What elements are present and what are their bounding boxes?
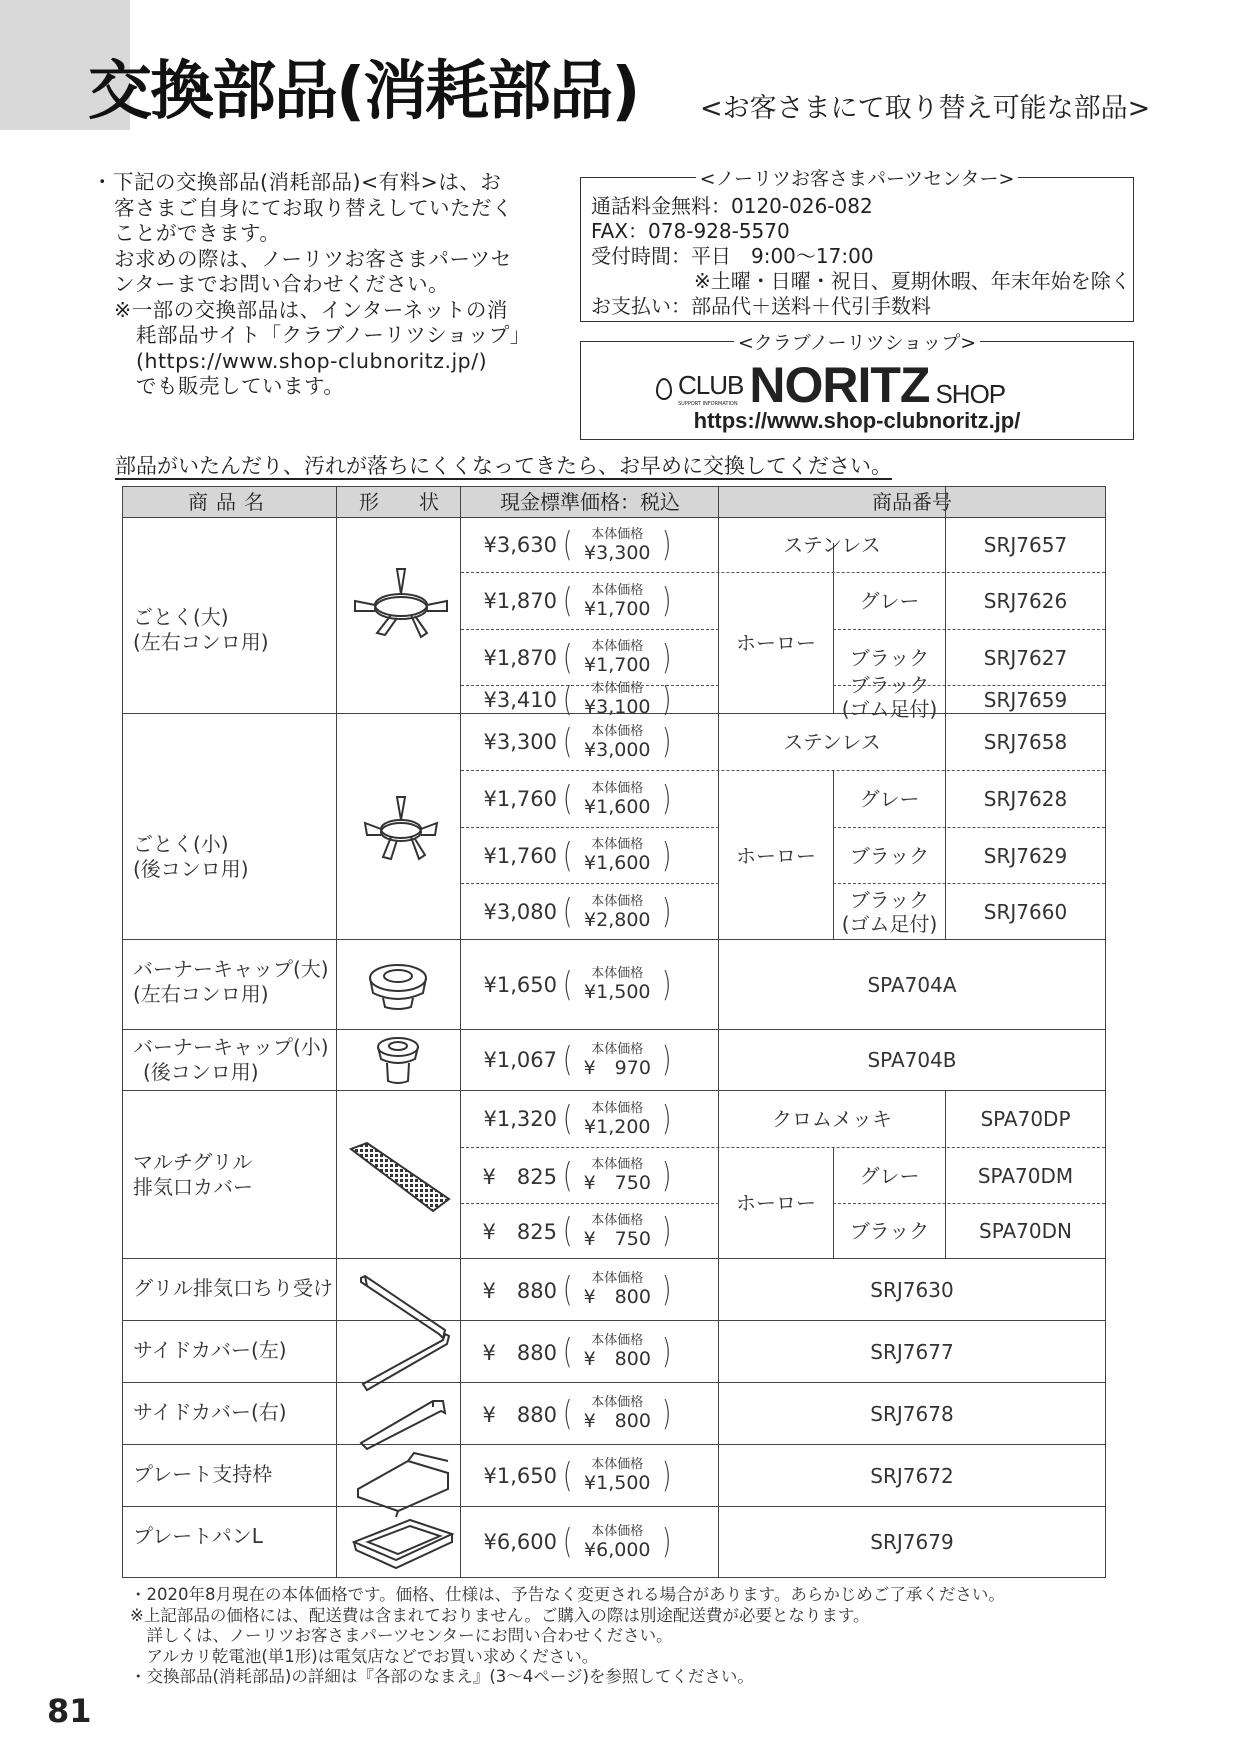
base-price-value: ¥ 800 [583,1410,651,1432]
base-price [574,1157,660,1194]
tax-included-price: ¥3,300 [483,730,557,754]
page-subtitle: <お客さまにて取り替え可能な部品> [700,93,1151,124]
price-cell [465,1507,715,1577]
open-paren: ( [562,525,573,565]
base-price-label: 本体価格 [591,966,644,981]
item-name: プレート支持枠 [133,1462,273,1486]
close-paren: ) [662,779,672,819]
item-name: バーナーキャップ(大) (左右コンロ用) [133,957,329,1006]
header-number: 商品番号 [719,487,1105,518]
tax-included-price: ¥ 880 [482,1340,557,1365]
tax-included-price: ¥ 880 [482,1278,557,1303]
burner-cap-large-icon [363,953,433,1023]
price-cell [465,1383,715,1444]
open-paren: ( [562,1040,573,1080]
base-price [574,781,660,818]
close-paren: ) [662,1099,672,1139]
color-cell: ブラック (ゴム足付) [841,888,938,936]
base-price-label: 本体価格 [591,837,644,852]
phone-number: 通話料金無料：0120-026-082 [591,194,873,218]
base-price [574,1101,660,1138]
club-noritz-shop-box [580,332,1134,440]
base-price-label: 本体価格 [591,1523,644,1539]
tax-included-price: ¥1,320 [483,1107,557,1131]
open-paren: ( [562,835,573,876]
price-cell [465,1445,715,1506]
intro-line: ※一部の交換部品は、インターネットの消 [114,297,508,322]
item-name: ごとく(小) (後コンロ用) [133,832,249,881]
base-price-value: ¥ 800 [583,1286,651,1308]
close-paren: ) [662,722,672,762]
material-cell: ホーロー [736,843,816,868]
product-code: SRJ7626 [983,589,1068,613]
replacement-notice: 部品がいたんだり、汚れが落ちにくくなってきたら、お早めに交換してください。 [115,454,892,478]
base-price [574,681,660,718]
logo-support-text: SUPPORT INFORMATION [678,401,738,407]
color-cell: グレー [859,589,920,613]
product-code: SRJ7677 [870,1339,954,1364]
footnote: ・交換部品(消耗部品)の詳細は『各部のなまえ』(3～4ページ)を参照してください。 [130,1667,754,1686]
tax-included-price: ¥6,600 [483,1530,557,1554]
material-cell: ステンレス [783,533,881,557]
base-price-label: 本体価格 [591,893,644,909]
close-paren: ) [662,1393,672,1434]
base-price [574,837,660,874]
intro-line: (https://www.shop-clubnoritz.jp/) [136,348,488,373]
base-price [574,894,660,931]
price-cell [465,1030,715,1090]
footnote: ・2020年8月現在の本体価格です。価格、仕様は、予告なく変更される場合があります。あらかじめご了承ください。 [130,1585,1005,1604]
price-cell [465,1091,715,1147]
item-name: グリル排気口ちり受け [133,1276,333,1300]
base-price-label: 本体価格 [591,1333,644,1348]
color-cell: ブラック (ゴム足付) [841,672,938,721]
header-price: 現金標準価格：税込 [461,487,719,518]
base-price-value: ¥ 800 [583,1348,651,1370]
base-price-label: 本体価格 [591,639,644,654]
base-price-value: ¥1,200 [584,1115,651,1138]
base-price-value: ¥1,600 [584,852,651,874]
item-name: サイドカバー(右) [133,1400,287,1424]
product-code: SPA704B [867,1048,957,1072]
price-cell [465,573,715,629]
base-price-value: ¥ 750 [583,1172,651,1194]
tax-included-price: ¥3,410 [483,687,557,712]
base-price-label: 本体価格 [591,1041,644,1057]
product-code: SRJ7678 [870,1401,954,1426]
fax-number: FAX：078-928-5570 [591,219,790,243]
base-price [574,966,660,1003]
base-price [574,639,660,676]
price-cell [465,1204,715,1258]
page-number: 81 [47,1692,92,1730]
open-paren: ( [562,581,573,621]
tax-included-price: ¥1,760 [483,787,557,811]
page-title: 交換部品(消耗部品) [88,55,639,129]
base-price-value: ¥1,700 [584,597,651,620]
base-price [574,527,660,564]
product-code: SPA70DP [980,1107,1071,1131]
closed-days: ※土曜・日曜・祝日、夏期休暇、年末年始を除く [694,269,1131,293]
base-price [574,1042,660,1079]
logo-noritz-text: NORITZ [749,357,930,413]
base-price-label: 本体価格 [591,526,644,542]
footnotes [130,1585,1005,1688]
open-paren: ( [562,1331,573,1372]
intro-line: ことができます。 [114,221,281,245]
price-cell [465,828,715,883]
parts-center-box [580,168,1134,322]
product-code: SRJ7628 [983,787,1068,811]
shop-title: <クラブノーリツショップ> [734,332,980,354]
base-price-value: ¥ 750 [583,1227,651,1250]
intro-line: 客さまご自身にてお取り替えしていただく [114,195,513,220]
drop-icon [656,378,672,400]
tax-included-price: ¥ 880 [482,1402,557,1427]
close-paren: ) [662,1522,672,1562]
base-price-label: 本体価格 [591,1100,644,1116]
color-cell: ブラック [849,1219,930,1243]
base-price-label: 本体価格 [591,1395,644,1410]
base-price [574,1271,660,1308]
product-code: SPA70DM [977,1163,1074,1188]
open-paren: ( [562,1155,573,1196]
base-price [574,1395,660,1432]
base-price [574,1524,660,1561]
side-cover-right-icon [353,1393,453,1453]
tax-included-price: ¥1,760 [483,843,557,868]
close-paren: ) [662,1040,672,1080]
close-paren: ) [662,581,672,621]
base-price-label: 本体価格 [591,723,644,739]
color-cell: グレー [859,1163,920,1188]
close-paren: ) [662,964,672,1005]
intro-text [92,170,562,400]
open-paren: ( [562,1211,573,1251]
tax-included-price: ¥1,870 [483,589,557,613]
close-paren: ) [662,1269,672,1310]
close-paren: ) [662,1455,672,1496]
base-price-value: ¥1,600 [584,795,651,818]
base-price-label: 本体価格 [591,582,644,598]
material-cell: ホーロー [736,631,816,655]
product-code: SRJ7630 [870,1277,954,1302]
club-noritz-shop-logo [656,357,1006,413]
base-price [574,1457,660,1494]
logo-club-text: CLUB [678,370,744,400]
intro-line: 耗部品サイト「クラブノーリツショップ」 [136,323,531,347]
tax-included-price: ¥1,650 [483,972,557,997]
tax-included-price: ¥ 825 [482,1164,557,1189]
intro-line: でも販売しています。 [136,374,345,398]
price-cell [465,1148,715,1203]
tax-included-price: ¥3,630 [483,533,557,557]
payment-info: お支払い：部品代＋送料＋代引手数料 [591,294,931,318]
open-paren: ( [562,779,573,819]
side-cover-left-icon [353,1332,453,1392]
parts-center-title: <ノーリツお客さまパーツセンター> [696,168,1019,190]
close-paren: ) [662,679,672,720]
base-price-value: ¥1,700 [584,654,651,676]
shop-url[interactable]: https://www.shop-clubnoritz.jp/ [693,408,1021,433]
base-price-value: ¥3,300 [584,541,651,564]
close-paren: ) [662,525,672,565]
base-price-value: ¥1,500 [584,981,651,1003]
price-cell [465,884,715,940]
base-price-value: ¥ 970 [583,1056,651,1079]
product-code: SRJ7658 [983,730,1068,754]
color-cell: グレー [859,787,920,811]
intro-line: お求めの際は、ノーリツお客さまパーツセ [114,246,512,271]
product-code: SRJ7672 [870,1463,954,1488]
footnote: 詳しくは、ノーリツお客さまパーツセンターにお問い合わせください。 [130,1626,673,1645]
base-price-value: ¥2,800 [584,908,651,931]
open-paren: ( [562,892,573,932]
close-paren: ) [662,892,672,932]
burner-cap-small-icon [373,1033,423,1093]
material-cell: ホーロー [736,1191,816,1215]
base-price-label: 本体価格 [591,780,644,796]
base-price [574,1213,660,1250]
open-paren: ( [562,964,573,1005]
item-name: マルチグリル 排気口カバー [133,1150,253,1199]
footnote: アルカリ乾電池(単1形)は電気店などでお買い求めください。 [130,1646,599,1666]
product-code: SRJ7657 [983,533,1068,557]
item-name: バーナーキャップ(小) (後コンロ用) [133,1035,329,1084]
header-name: 商品名 [123,487,337,518]
price-cell [465,771,715,827]
item-name: プレートパンL [133,1524,263,1548]
gotoku-small-icon [361,787,441,867]
material-cell: クロムメッキ [772,1107,892,1131]
close-paren: ) [662,1211,672,1251]
product-code: SRJ7629 [983,843,1068,868]
base-price [574,583,660,620]
product-code: SRJ7627 [983,645,1068,670]
product-code: SPA70DN [979,1219,1072,1243]
tax-included-price: ¥1,650 [483,1463,557,1488]
grill-exhaust-cover-icon [345,1139,455,1219]
base-price-label: 本体価格 [591,1157,644,1172]
base-price-value: ¥3,000 [584,738,651,761]
tax-included-price: ¥1,870 [483,645,557,670]
intro-line: ンターまでお問い合わせください。 [114,272,450,296]
base-price-value: ¥1,500 [584,1472,651,1494]
logo-shop-text: SHOP [935,379,1006,409]
close-paren: ) [662,1155,672,1196]
close-paren: ) [662,835,672,876]
product-code: SRJ7660 [983,900,1068,924]
price-cell [465,1259,715,1320]
base-price-label: 本体価格 [591,681,644,696]
intro-line: ・下記の交換部品(消耗部品)<有料>は、お [92,170,502,194]
price-cell [465,1321,715,1382]
tax-included-price: ¥ 825 [482,1220,557,1244]
base-price [574,724,660,761]
base-price-value: ¥3,100 [584,696,651,718]
header-shape: 形 状 [337,487,461,518]
price-cell [465,940,715,1029]
open-paren: ( [562,722,573,762]
gotoku-large-icon [351,563,451,643]
base-price-label: 本体価格 [591,1212,644,1228]
color-cell: ブラック [849,645,930,670]
tax-included-price: ¥3,080 [483,900,557,924]
open-paren: ( [562,1455,573,1496]
open-paren: ( [562,1269,573,1310]
product-code: SRJ7679 [870,1530,954,1554]
product-code: SPA704A [867,972,957,997]
product-code: SRJ7659 [983,688,1068,712]
open-paren: ( [562,1099,573,1139]
item-name: ごとく(大) (左右コンロ用) [133,605,269,654]
plate-support-frame-icon [348,1449,458,1519]
close-paren: ) [662,1331,672,1372]
open-paren: ( [562,1522,573,1562]
price-cell [465,679,715,720]
price-cell [465,518,715,572]
plate-pan-icon [348,1512,458,1572]
open-paren: ( [562,1393,573,1434]
footnote: ※上記部品の価格には、配送費は含まれておりません。ご購入の際は別途配送費が必要となります。 [130,1605,870,1625]
base-price-label: 本体価格 [591,1457,644,1472]
base-price-value: ¥6,000 [584,1538,651,1561]
business-hours: 受付時間：平日 9:00～17:00 [591,244,874,268]
parts-table [122,486,1106,1578]
price-cell [465,630,715,685]
close-paren: ) [662,637,672,678]
base-price-label: 本体価格 [591,1271,644,1286]
open-paren: ( [562,679,573,720]
price-cell [465,714,715,770]
material-cell: ステンレス [783,730,881,754]
color-cell: ブラック [849,843,930,868]
tax-included-price: ¥1,067 [483,1048,557,1072]
base-price [574,1333,660,1370]
item-name: サイドカバー(左) [133,1338,287,1362]
open-paren: ( [562,637,573,678]
